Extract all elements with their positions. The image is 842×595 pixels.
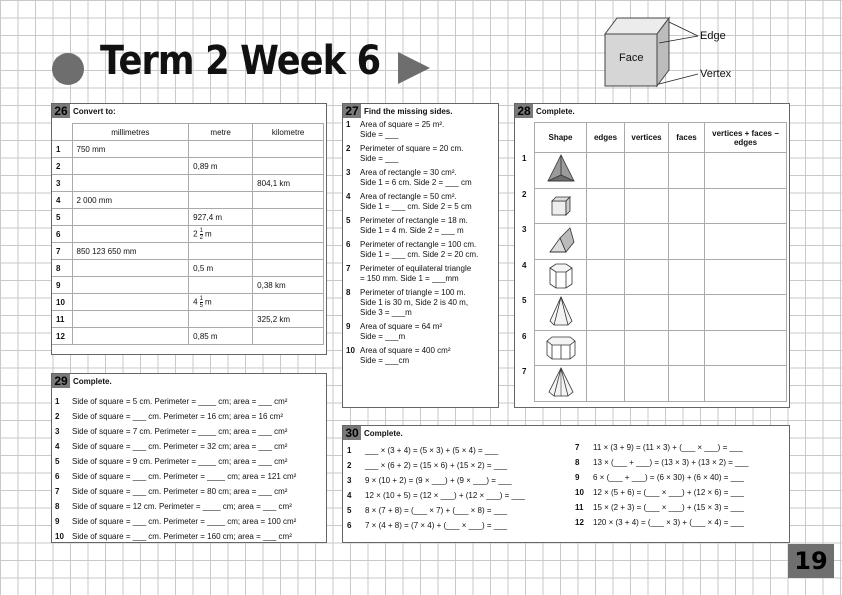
question-number: 29 [52, 374, 70, 388]
question-title: Complete. [73, 376, 112, 386]
list-item [575, 440, 787, 455]
item-text: 6 × (___ + ___) = (6 × 30) + (6 × 40) = ___ [593, 473, 744, 482]
item-text: 9 × (10 + 2) = (9 × ___) + (9 × ___) = ___ [365, 476, 512, 485]
title-bullet-icon [52, 53, 84, 85]
row-number: 8 [52, 260, 72, 277]
kilometre-cell [253, 141, 324, 158]
list-item [346, 120, 498, 140]
list-item [55, 484, 327, 499]
answer-cell [625, 259, 669, 295]
item-text: Side 1 = ___ cm. Side 2 = 20 cm. [360, 250, 479, 259]
table-row [52, 209, 324, 226]
answer-cell [587, 330, 625, 366]
millimetre-cell [72, 175, 189, 192]
numerator: 1 [199, 227, 203, 234]
square-list [55, 394, 327, 544]
list-item [55, 454, 327, 469]
conversion-table [52, 123, 324, 345]
metre-cell: 0,85 m [189, 328, 253, 345]
millimetre-cell [72, 277, 189, 294]
list-item [347, 473, 572, 488]
item-number: 7 [346, 264, 351, 273]
list-item [55, 439, 327, 454]
metre-cell: 0,89 m [189, 158, 253, 175]
item-number: 9 [346, 322, 351, 331]
row-number: 5 [52, 209, 72, 226]
item-number: 7 [575, 443, 580, 452]
table-row [52, 277, 324, 294]
unit: m [204, 229, 212, 239]
column-header: millimetres [72, 124, 189, 141]
title-arrow-icon [398, 52, 430, 84]
question-26 [51, 103, 327, 355]
item-text: 120 × (3 + 4) = (___ × 3) + (___ × 4) = ___ [593, 518, 744, 527]
kilometre-cell [253, 192, 324, 209]
column-header: kilometre [253, 124, 324, 141]
denominator: 2 [199, 234, 203, 241]
answer-cell [705, 153, 787, 189]
item-number: 1 [55, 397, 60, 406]
distributive-list-left [347, 443, 572, 533]
millimetre-cell [72, 328, 189, 345]
item-number: 4 [55, 442, 60, 451]
table-row [535, 224, 787, 260]
column-header: vertices [625, 123, 669, 153]
question-title: Complete. [364, 428, 403, 438]
item-text: 13 × (___ + ___) = (13 × 3) + (13 × 2) = ___ [593, 458, 749, 467]
item-text: 7 × (4 + 8) = (7 × 4) + (___ × ___) = ___ [365, 521, 508, 530]
item-text: Perimeter of rectangle = 100 cm. [360, 240, 477, 249]
shape-cell [535, 153, 587, 189]
table-row [52, 226, 324, 243]
item-number: 8 [346, 288, 351, 297]
item-text: Side 3 = ___m [360, 308, 412, 317]
row-number: 2 [52, 158, 72, 175]
item-number: 6 [347, 521, 352, 530]
question-number: 27 [343, 104, 361, 118]
item-number: 3 [55, 427, 60, 436]
list-item [346, 322, 498, 342]
item-number: 4 [346, 192, 351, 201]
answer-cell [625, 330, 669, 366]
whole-number: 4 [193, 297, 198, 307]
table-row [535, 259, 787, 295]
metre-cell [189, 277, 253, 294]
answer-cell [705, 259, 787, 295]
kilometre-cell: 804,1 km [253, 175, 324, 192]
list-item [55, 424, 327, 439]
item-text: ___ × (3 + 4) = (5 × 3) + (5 × 4) = ___ [365, 446, 499, 455]
item-text: Area of square = 64 m² [360, 322, 443, 331]
item-text: Area of square = 25 m². [360, 120, 445, 129]
item-text: Side of square = 9 cm. Perimeter = ____ cm; area = ___ cm² [72, 457, 288, 466]
list-item [575, 500, 787, 515]
item-text: 15 × (2 + 3) = (___ × ___) + (15 × 3) = ___ [593, 503, 744, 512]
answer-cell [587, 153, 625, 189]
table-row [52, 294, 324, 311]
row-number: 4 [52, 192, 72, 209]
kilometre-cell [253, 226, 324, 243]
row-number: 7 [522, 367, 527, 376]
cube-icon [544, 189, 578, 221]
column-header: edges [587, 123, 625, 153]
table-row [535, 366, 787, 402]
column-header: faces [669, 123, 705, 153]
item-text: Side = ___cm [360, 356, 410, 365]
item-text: Side of square = 5 cm. Perimeter = ____ cm; area = ___ cm² [72, 397, 288, 406]
answer-cell [669, 224, 705, 260]
fraction [200, 228, 203, 241]
table-row [52, 192, 324, 209]
kilometre-cell [253, 328, 324, 345]
row-number: 10 [52, 294, 72, 311]
metre-cell [189, 243, 253, 260]
item-number: 2 [347, 461, 352, 470]
shape-cell [535, 366, 587, 402]
list-item [346, 216, 498, 236]
answer-cell [625, 224, 669, 260]
item-text: Side of square = ___ cm. Perimeter = 32 cm; area = ___ cm² [72, 442, 288, 451]
face-label: Face [619, 52, 644, 64]
item-text: Side of square = ___ cm. Perimeter = 160 cm; area = ___ cm² [72, 532, 292, 541]
item-text: Side of square = ___ cm. Perimeter = ____ cm; area = 100 cm² [72, 517, 297, 526]
item-number: 10 [575, 488, 584, 497]
item-number: 8 [55, 502, 60, 511]
item-text: Side = ___ [360, 130, 399, 139]
answer-cell [625, 153, 669, 189]
list-item [575, 485, 787, 500]
table-row [52, 243, 324, 260]
unit: m [204, 297, 212, 307]
metre-cell [189, 294, 253, 311]
item-number: 6 [55, 472, 60, 481]
vertex-label: Vertex [700, 68, 732, 80]
item-text: Perimeter of rectangle = 18 m. [360, 216, 468, 225]
metre-cell [189, 311, 253, 328]
item-number: 6 [346, 240, 351, 249]
octagonal-prism-icon [544, 331, 578, 363]
millimetre-cell: 750 mm [72, 141, 189, 158]
item-number: 5 [346, 216, 351, 225]
distributive-list-right [575, 440, 787, 530]
page-number: 19 [788, 544, 834, 578]
missing-sides-list [346, 120, 498, 370]
item-text: 12 × (5 + 6) = (___ × ___) + (12 × 6) = ___ [593, 488, 744, 497]
list-item [346, 264, 498, 284]
answer-cell [669, 295, 705, 331]
whole-number: 2 [193, 229, 198, 239]
item-text: Side of square = ___ cm. Perimeter = ____ cm; area = 121 cm² [72, 472, 297, 481]
column-header: vertices + faces − edges [705, 123, 787, 153]
answer-cell [705, 366, 787, 402]
item-number: 3 [347, 476, 352, 485]
question-29 [51, 373, 327, 543]
edge-label: Edge [700, 30, 726, 42]
shape-cell [535, 330, 587, 366]
list-item [55, 409, 327, 424]
item-text: Perimeter of square = 20 cm. [360, 144, 464, 153]
question-title: Complete. [536, 106, 575, 116]
kilometre-cell: 325,2 km [253, 311, 324, 328]
table-row [52, 175, 324, 192]
question-28 [514, 103, 790, 408]
metre-cell: 0,5 m [189, 260, 253, 277]
list-item [55, 394, 327, 409]
answer-cell [705, 330, 787, 366]
hexagonal-pyramid-icon [544, 366, 578, 398]
item-text: Side 1 = ___ cm. Side 2 = 5 cm [360, 202, 472, 211]
table-row [535, 188, 787, 224]
millimetre-cell [72, 158, 189, 175]
pentagonal-pyramid-icon [544, 295, 578, 327]
column-header: metre [189, 124, 253, 141]
metre-cell [189, 175, 253, 192]
item-text: Side = ___m [360, 332, 406, 341]
item-text: Area of rectangle = 30 cm². [360, 168, 457, 177]
hexagonal-prism-icon [544, 260, 578, 292]
item-text: 11 × (3 + 9) = (11 × 3) + (___ × ___) = ___ [593, 443, 743, 452]
question-number: 28 [515, 104, 533, 118]
millimetre-cell [72, 260, 189, 277]
answer-cell [587, 188, 625, 224]
item-text: 12 × (10 + 5) = (12 × ___) + (12 × ___) = ___ [365, 491, 525, 500]
millimetre-cell [72, 209, 189, 226]
item-number: 8 [575, 458, 580, 467]
table-row [52, 311, 324, 328]
item-text: Side 1 is 30 m, Side 2 is 40 m, [360, 298, 469, 307]
millimetre-cell: 2 000 mm [72, 192, 189, 209]
row-number: 12 [52, 328, 72, 345]
kilometre-cell [253, 243, 324, 260]
millimetre-cell [72, 311, 189, 328]
list-item [347, 458, 572, 473]
kilometre-cell [253, 294, 324, 311]
item-text: ___ × (6 + 2) = (15 × 6) + (15 × 2) = ___ [365, 461, 508, 470]
item-text: Side 1 = 4 m. Side 2 = ___ m [360, 226, 464, 235]
item-number: 2 [55, 412, 60, 421]
row-number: 7 [52, 243, 72, 260]
question-title: Convert to: [73, 106, 116, 116]
row-number: 3 [52, 175, 72, 192]
numerator: 1 [199, 295, 203, 302]
row-number: 9 [52, 277, 72, 294]
question-title: Find the missing sides. [364, 106, 453, 116]
item-number: 4 [347, 491, 352, 500]
kilometre-cell [253, 209, 324, 226]
item-number: 12 [575, 518, 584, 527]
list-item [347, 518, 572, 533]
shape-cell [535, 259, 587, 295]
row-number: 6 [52, 226, 72, 243]
item-text: Side of square = ___ cm. Perimeter = 80 cm; area = ___ cm² [72, 487, 288, 496]
item-text: Perimeter of equilateral triangle [360, 264, 472, 273]
item-number: 3 [346, 168, 351, 177]
table-row [52, 260, 324, 277]
shape-cell [535, 295, 587, 331]
item-text: Side of square = ___ cm. Perimeter = 16 cm; area = 16 cm² [72, 412, 283, 421]
table-row [52, 158, 324, 175]
item-text: 8 × (7 + 8) = (___ × 7) + (___ × 8) = ___ [365, 506, 508, 515]
denominator: 5 [199, 302, 203, 309]
item-number: 5 [55, 457, 60, 466]
row-number: 1 [52, 141, 72, 158]
list-item [575, 455, 787, 470]
question-number: 26 [52, 104, 70, 118]
list-item [346, 192, 498, 212]
list-item [55, 514, 327, 529]
triangular-pyramid-icon [544, 153, 578, 185]
row-number: 2 [522, 189, 527, 199]
kilometre-cell: 0,38 km [253, 277, 324, 294]
item-number: 11 [575, 503, 584, 512]
item-number: 1 [347, 446, 352, 455]
list-item [346, 144, 498, 164]
row-number: 6 [522, 331, 527, 341]
row-number: 4 [522, 260, 527, 270]
triangular-prism-icon [544, 224, 578, 256]
question-27 [342, 103, 499, 408]
list-item [346, 346, 498, 366]
millimetre-cell [72, 294, 189, 311]
item-number: 10 [346, 346, 355, 355]
millimetre-cell [72, 226, 189, 243]
millimetre-cell: 850 123 650 mm [72, 243, 189, 260]
table-row [535, 153, 787, 189]
answer-cell [669, 153, 705, 189]
item-number: 2 [346, 144, 351, 153]
question-30 [342, 425, 790, 543]
metre-cell [189, 226, 253, 243]
answer-cell [705, 188, 787, 224]
kilometre-cell [253, 260, 324, 277]
item-text: Area of square = 400 cm² [360, 346, 451, 355]
list-item [347, 443, 572, 458]
answer-cell [705, 224, 787, 260]
answer-cell [587, 295, 625, 331]
metre-cell [189, 192, 253, 209]
row-number: 3 [522, 225, 527, 234]
item-text: = 150 mm. Side 1 = ___mm [360, 274, 459, 283]
list-item [346, 288, 498, 318]
item-text: Perimeter of triangle = 100 m. [360, 288, 466, 297]
question-number: 30 [343, 426, 361, 440]
shape-cell [535, 188, 587, 224]
item-number: 9 [575, 473, 580, 482]
shapes-table [534, 122, 787, 402]
list-item [346, 240, 498, 260]
row-number: 5 [522, 296, 527, 305]
shape-cell [535, 224, 587, 260]
item-text: Side = ___ [360, 154, 399, 163]
list-item [55, 529, 327, 544]
list-item [575, 470, 787, 485]
answer-cell [587, 366, 625, 402]
item-number: 5 [347, 506, 352, 515]
answer-cell [705, 295, 787, 331]
edge-pointer [669, 22, 698, 36]
answer-cell [625, 366, 669, 402]
item-text: Area of rectangle = 50 cm². [360, 192, 457, 201]
item-text: Side of square = 7 cm. Perimeter = ____ cm; area = ___ cm² [72, 427, 288, 436]
item-number: 9 [55, 517, 60, 526]
item-number: 7 [55, 487, 60, 496]
list-item [55, 499, 327, 514]
answer-cell [669, 330, 705, 366]
answer-cell [669, 259, 705, 295]
metre-cell [189, 141, 253, 158]
list-item [347, 488, 572, 503]
item-text: Side of square = 12 cm. Perimeter = ____ cm; area = ___ cm² [72, 502, 292, 511]
row-number: 11 [52, 311, 72, 328]
metre-cell: 927,4 m [189, 209, 253, 226]
answer-cell [587, 259, 625, 295]
list-item [346, 168, 498, 188]
answer-cell [587, 224, 625, 260]
table-row [535, 295, 787, 331]
table-row [52, 141, 324, 158]
answer-cell [669, 366, 705, 402]
list-item [55, 469, 327, 484]
answer-cell [625, 295, 669, 331]
item-text: Side 1 = 6 cm. Side 2 = ___ cm [360, 178, 472, 187]
kilometre-cell [253, 158, 324, 175]
answer-cell [625, 188, 669, 224]
column-header: Shape [535, 123, 587, 153]
list-item [575, 515, 787, 530]
item-number: 10 [55, 532, 64, 541]
page-title: Term 2 Week 6 [100, 38, 381, 84]
table-row [52, 328, 324, 345]
fraction [200, 296, 203, 309]
list-item [347, 503, 572, 518]
table-row [535, 330, 787, 366]
answer-cell [669, 188, 705, 224]
row-number: 1 [522, 154, 527, 163]
item-number: 1 [346, 120, 351, 129]
